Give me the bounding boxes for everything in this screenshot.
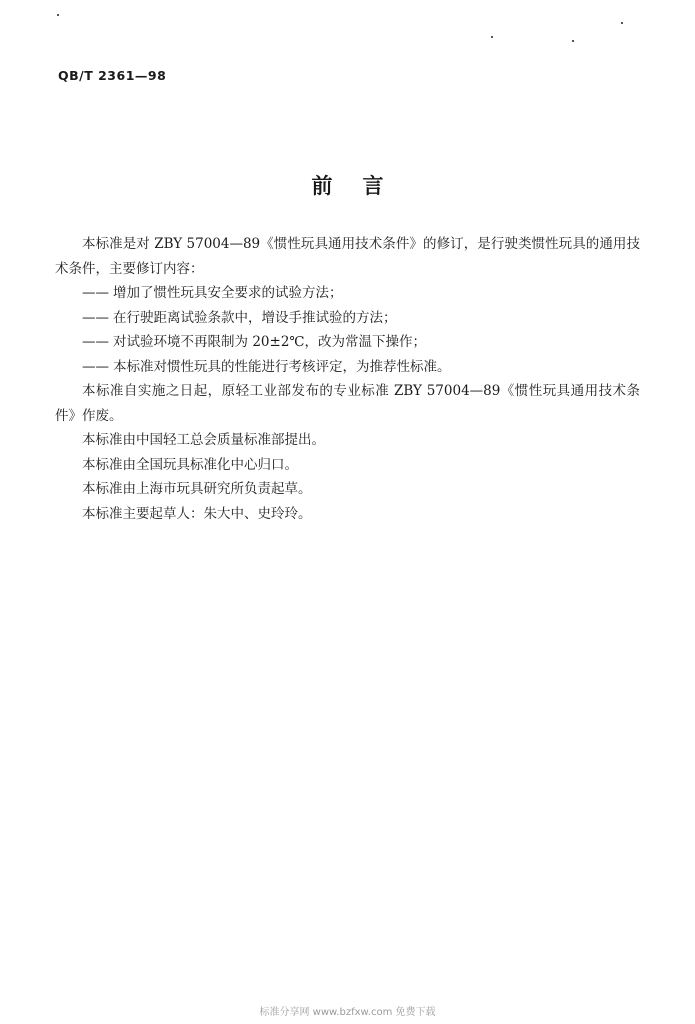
supersede-paragraph: 本标准自实施之日起，原轻工业部发布的专业标准 ZBY 57004—89《惯性玩具通用技术条件》作废。 [55,383,640,424]
item-dash: —— [82,334,109,350]
item-dash: —— [82,309,109,326]
revision-item-text: 对试验环境不再限制为 20±2℃，改为常温下操作； [113,334,427,350]
revision-item-text: 在行驶距离试验条款中，增设手推试验的方法； [113,309,397,326]
foreword-body [55,232,640,526]
item-dash: —— [82,285,109,301]
revision-item-text: 本标准对惯性玩具的性能进行考核评定，为推荐性标准。 [113,358,451,375]
drafters-paragraph: 本标准主要起草人：朱大中、史玲玲。 [82,505,312,522]
revision-item [55,355,640,380]
scan-speck [57,14,59,16]
footer-watermark: 标准分享网 www.bzfxw.com 免费下载 [259,1007,436,1018]
revision-item [55,281,640,306]
scan-speck [491,36,493,38]
revision-item [55,330,640,355]
scan-speck [572,40,574,42]
proposer-paragraph: 本标准由中国轻工总会质量标准部提出。 [82,432,325,448]
revision-item [55,306,640,331]
drafter-org-paragraph: 本标准由上海市玩具研究所负责起草。 [82,481,312,497]
item-dash: —— [82,358,109,375]
intro-paragraph: 本标准是对 ZBY 57004—89《惯性玩具通用技术条件》的修订，是行驶类惯性玩具的通用技术条件，主要修订内容： [55,236,640,277]
document-code: QB/T 2361—98 [58,68,167,83]
page-title: 前言 [311,173,414,198]
revision-item-text: 增加了惯性玩具安全要求的试验方法； [113,285,343,301]
scan-speck [621,22,623,24]
administrator-paragraph: 本标准由全国玩具标准化中心归口。 [82,456,298,473]
